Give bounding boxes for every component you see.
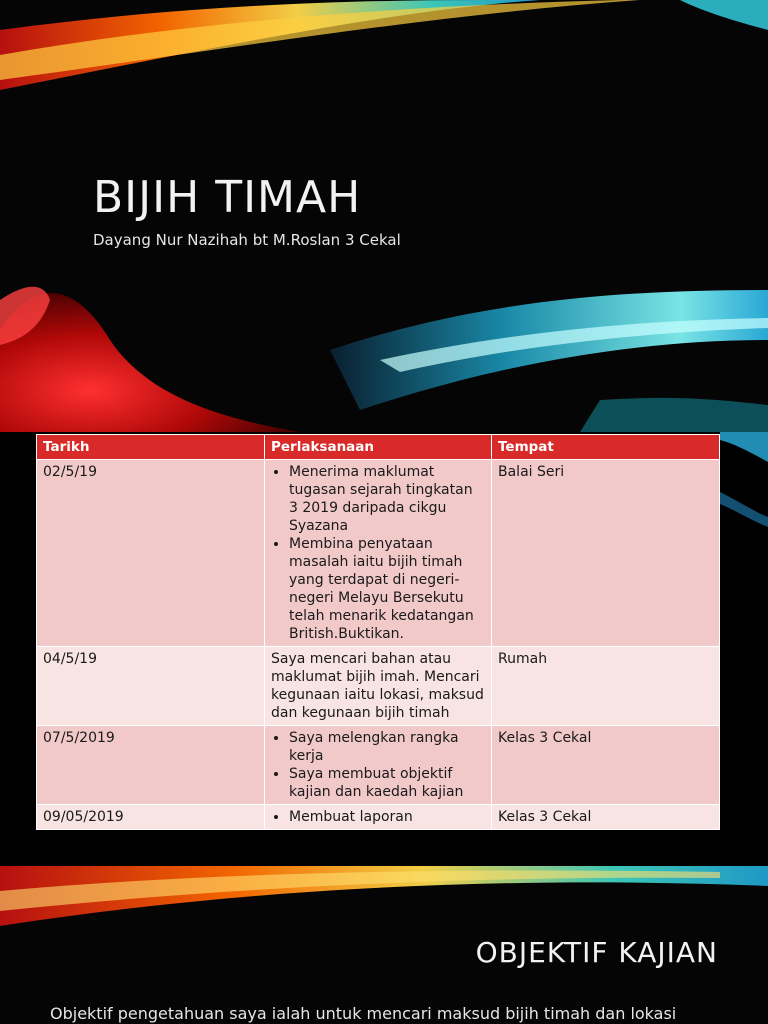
cell-tempat: Rumah — [492, 647, 720, 726]
cell-perlaksanaan — [265, 805, 492, 830]
subtitle: Dayang Nur Nazihah bt M.Roslan 3 Cekal — [93, 231, 401, 249]
cell-tarikh: 07/5/2019 — [37, 726, 265, 805]
table-header-row — [37, 435, 720, 460]
cell-tempat: Kelas 3 Cekal — [492, 726, 720, 805]
cell-tarikh: 04/5/19 — [37, 647, 265, 726]
table-row — [37, 460, 720, 647]
page-title: BIJIH TIMAH — [93, 172, 362, 223]
bullet-item: • Saya membuat objektif kajian dan kaedah kajian — [289, 765, 485, 801]
cell-perlaksanaan — [265, 726, 492, 805]
bullet-item: • Saya melengkan rangka kerja — [289, 729, 485, 765]
table-slide — [0, 432, 768, 866]
cell-perlaksanaan — [265, 460, 492, 647]
cell-tarikh: 09/05/2019 — [37, 805, 265, 830]
activity-table — [36, 434, 720, 830]
header-tarikh: Tarikh — [37, 435, 265, 460]
table-row — [37, 726, 720, 805]
cell-tarikh: 02/5/19 — [37, 460, 265, 647]
objective-slide — [0, 866, 768, 1024]
cell-tempat: Kelas 3 Cekal — [492, 805, 720, 830]
section-title: OBJEKTIF KAJIAN — [475, 936, 718, 969]
title-slide — [0, 0, 768, 432]
bullet-item: • Menerima maklumat tugasan sejarah tingkatan 3 2019 daripada cikgu Syazana — [289, 463, 485, 535]
bullet-item: • Membina penyataan masalah iaitu bijih timah yang terdapat di negeri-negeri Melayu Bersekutu telah menarik kedatangan British.Buktikan. — [289, 535, 485, 643]
cell-tempat: Balai Seri — [492, 460, 720, 647]
cell-perlaksanaan: Saya mencari bahan atau maklumat bijih imah. Mencari kegunaan iaitu lokasi, maksud dan kegunaan bijih timah — [265, 647, 492, 726]
objective-text: Objektif pengetahuan saya ialah untuk mencari maksud bijih timah dan lokasi — [50, 1004, 677, 1023]
header-perlaksanaan: Perlaksanaan — [265, 435, 492, 460]
bullet-item: • Membuat laporan — [289, 808, 485, 826]
header-tempat: Tempat — [492, 435, 720, 460]
table-row — [37, 805, 720, 830]
table-row — [37, 647, 720, 726]
